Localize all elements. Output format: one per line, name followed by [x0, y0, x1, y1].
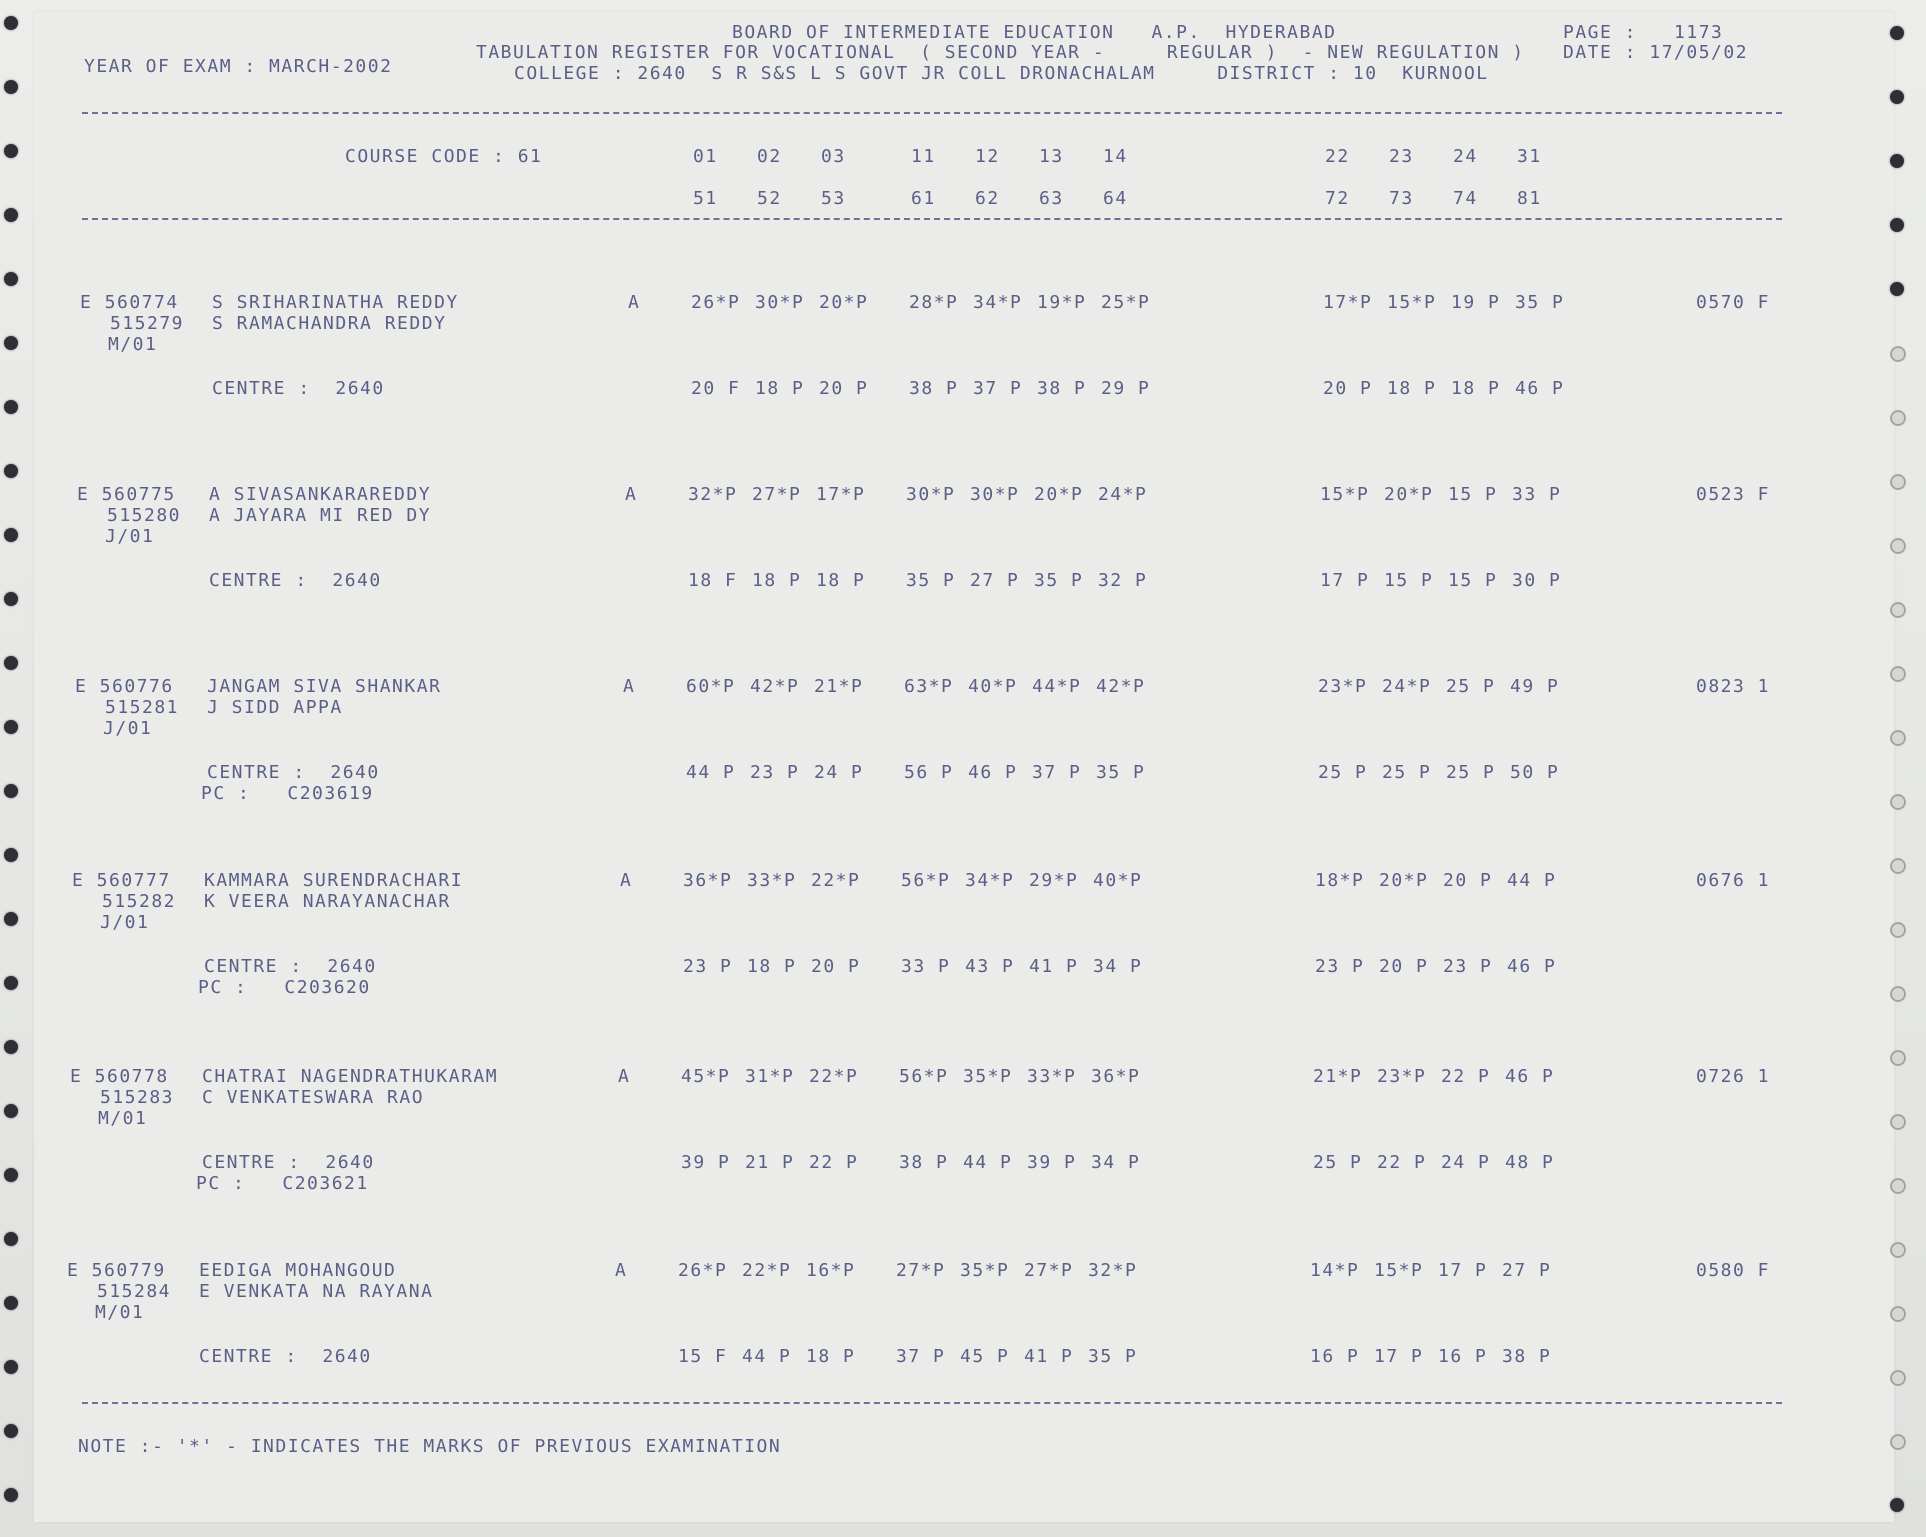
mark-cell: 27 P — [970, 570, 1020, 591]
mark-cell: 56 P — [904, 762, 954, 783]
total-result: 0580 F — [1696, 1260, 1771, 1281]
feed-hole — [4, 80, 18, 94]
group-code: J/01 — [103, 718, 153, 739]
father-name: K VEERA NARAYANACHAR — [204, 891, 451, 912]
group-code: M/01 — [108, 334, 158, 355]
centre-code: CENTRE : 2640 — [209, 570, 382, 591]
subject-code: 63 — [1039, 188, 1064, 209]
feed-hole — [1890, 730, 1906, 746]
mark-cell: 15 P — [1448, 484, 1498, 505]
mark-cell: 24 P — [814, 762, 864, 783]
mark-cell: 23*P — [1377, 1066, 1427, 1087]
subject-code: 73 — [1389, 188, 1414, 209]
feed-hole — [1890, 1498, 1904, 1512]
mark-cell: 56*P — [901, 870, 951, 891]
mark-cell: 18 P — [816, 570, 866, 591]
total-result: 0823 1 — [1696, 676, 1771, 697]
print-date: DATE : 17/05/02 — [1563, 42, 1749, 63]
roll-number: E 560779 — [67, 1260, 166, 1281]
subject-code: 11 — [911, 146, 936, 167]
mark-cell: 24 P — [1441, 1152, 1491, 1173]
feed-hole — [4, 144, 18, 158]
feed-hole — [4, 1168, 18, 1182]
mark-cell: 25 P — [1446, 762, 1496, 783]
mark-cell: 22 P — [1377, 1152, 1427, 1173]
centre-code: CENTRE : 2640 — [199, 1346, 372, 1367]
group-code: M/01 — [95, 1302, 145, 1323]
mark-cell: 17 P — [1438, 1260, 1488, 1281]
feed-hole — [4, 1424, 18, 1438]
mark-cell: 21*P — [1313, 1066, 1363, 1087]
feed-hole — [1890, 602, 1906, 618]
group-code: J/01 — [105, 526, 155, 547]
mark-cell: 20*P — [1384, 484, 1434, 505]
mark-cell: 42*P — [1096, 676, 1146, 697]
mark-cell: 34*P — [973, 292, 1023, 313]
mark-cell: 16 P — [1310, 1346, 1360, 1367]
mark-cell: 44 P — [963, 1152, 1013, 1173]
mark-cell: 23 P — [1315, 956, 1365, 977]
feed-hole — [1890, 1114, 1906, 1130]
mark-cell: 25*P — [1101, 292, 1151, 313]
mark-cell: 24*P — [1382, 676, 1432, 697]
mark-cell: 35 P — [1515, 292, 1565, 313]
register-title: TABULATION REGISTER FOR VOCATIONAL ( SECOND YEAR - REGULAR ) - NEW REGULATION ) — [476, 42, 1525, 63]
mark-cell: 25 P — [1318, 762, 1368, 783]
feed-hole — [1890, 90, 1904, 104]
mark-cell: 34 P — [1091, 1152, 1141, 1173]
mark-cell: 32 P — [1098, 570, 1148, 591]
mark-cell: 40*P — [968, 676, 1018, 697]
student-name: KAMMARA SURENDRACHARI — [204, 870, 464, 891]
mark-cell: 44 P — [742, 1346, 792, 1367]
mark-cell: 22*P — [811, 870, 861, 891]
mark-cell: 18 P — [1451, 378, 1501, 399]
mark-cell: 26*P — [691, 292, 741, 313]
mark-cell: 20*P — [1034, 484, 1084, 505]
mark-cell: 38 P — [899, 1152, 949, 1173]
mark-cell: 35*P — [960, 1260, 1010, 1281]
mark-cell: 21*P — [814, 676, 864, 697]
subject-code: 12 — [975, 146, 1000, 167]
mark-cell: 23 P — [750, 762, 800, 783]
mark-cell: 20 F — [691, 378, 741, 399]
mark-cell: 17*P — [816, 484, 866, 505]
divider — [82, 112, 1782, 114]
feed-hole — [4, 400, 18, 414]
grade: A — [628, 292, 641, 313]
mark-cell: 15 P — [1448, 570, 1498, 591]
subject-code: 74 — [1453, 188, 1478, 209]
mark-cell: 38 P — [1502, 1346, 1552, 1367]
mark-cell: 34 P — [1093, 956, 1143, 977]
feed-hole — [1890, 1050, 1906, 1066]
subject-code: 52 — [757, 188, 782, 209]
mark-cell: 32*P — [1088, 1260, 1138, 1281]
mark-cell: 20 P — [819, 378, 869, 399]
subject-code: 03 — [821, 146, 846, 167]
centre-code: CENTRE : 2640 — [207, 762, 380, 783]
feed-hole — [4, 720, 18, 734]
mark-cell: 19 P — [1451, 292, 1501, 313]
mark-cell: 15 F — [678, 1346, 728, 1367]
mark-cell: 23 P — [683, 956, 733, 977]
mark-cell: 33 P — [901, 956, 951, 977]
mark-cell: 50 P — [1510, 762, 1560, 783]
hall-ticket-number: 515279 — [110, 313, 185, 334]
feed-hole — [1890, 1370, 1906, 1386]
mark-cell: 39 P — [681, 1152, 731, 1173]
mark-cell: 37 P — [973, 378, 1023, 399]
mark-cell: 45*P — [681, 1066, 731, 1087]
year-of-exam: YEAR OF EXAM : MARCH-2002 — [84, 56, 393, 77]
hall-ticket-number: 515281 — [105, 697, 180, 718]
feed-hole — [4, 208, 18, 222]
father-name: E VENKATA NA RAYANA — [199, 1281, 434, 1302]
mark-cell: 33*P — [747, 870, 797, 891]
mark-cell: 19*P — [1037, 292, 1087, 313]
group-code: M/01 — [98, 1108, 148, 1129]
mark-cell: 60*P — [686, 676, 736, 697]
mark-cell: 21 P — [745, 1152, 795, 1173]
feed-hole — [4, 1232, 18, 1246]
feed-hole — [4, 656, 18, 670]
centre-code: CENTRE : 2640 — [202, 1152, 375, 1173]
mark-cell: 22*P — [809, 1066, 859, 1087]
hall-ticket-number: 515283 — [100, 1087, 175, 1108]
roll-number: E 560775 — [77, 484, 176, 505]
mark-cell: 25 P — [1382, 762, 1432, 783]
mark-cell: 22 P — [809, 1152, 859, 1173]
mark-cell: 20*P — [1379, 870, 1429, 891]
mark-cell: 14*P — [1310, 1260, 1360, 1281]
feed-hole — [4, 1104, 18, 1118]
mark-cell: 35 P — [1034, 570, 1084, 591]
roll-number: E 560777 — [72, 870, 171, 891]
mark-cell: 49 P — [1510, 676, 1560, 697]
subject-code: 72 — [1325, 188, 1350, 209]
mark-cell: 20 P — [1443, 870, 1493, 891]
mark-cell: 36*P — [1091, 1066, 1141, 1087]
roll-number: E 560774 — [80, 292, 179, 313]
feed-hole — [4, 16, 18, 30]
mark-cell: 26*P — [678, 1260, 728, 1281]
feed-hole — [1890, 1306, 1906, 1322]
group-code: J/01 — [100, 912, 150, 933]
mark-cell: 32*P — [688, 484, 738, 505]
mark-cell: 29 P — [1101, 378, 1151, 399]
grade: A — [618, 1066, 631, 1087]
subject-code: 02 — [757, 146, 782, 167]
feed-hole — [1890, 410, 1906, 426]
grade: A — [623, 676, 636, 697]
mark-cell: 20 P — [1323, 378, 1373, 399]
mark-cell: 18 P — [747, 956, 797, 977]
mark-cell: 37 P — [896, 1346, 946, 1367]
father-name: J SIDD APPA — [207, 697, 343, 718]
mark-cell: 25 P — [1446, 676, 1496, 697]
footnote: NOTE :- '*' - INDICATES THE MARKS OF PREVIOUS EXAMINATION — [78, 1436, 782, 1457]
mark-cell: 46 P — [968, 762, 1018, 783]
feed-hole — [1890, 26, 1904, 40]
feed-hole — [4, 464, 18, 478]
subject-code: 01 — [693, 146, 718, 167]
board-title: BOARD OF INTERMEDIATE EDUCATION A.P. HYDERABAD — [732, 22, 1337, 43]
feed-hole — [1890, 794, 1906, 810]
feed-hole — [4, 1040, 18, 1054]
hall-ticket-number: 515280 — [107, 505, 182, 526]
feed-hole — [1890, 1178, 1906, 1194]
mark-cell: 18 P — [752, 570, 802, 591]
hall-ticket-number: 515284 — [97, 1281, 172, 1302]
centre-code: CENTRE : 2640 — [204, 956, 377, 977]
mark-cell: 18 F — [688, 570, 738, 591]
mark-cell: 43 P — [965, 956, 1015, 977]
mark-cell: 35 P — [1088, 1346, 1138, 1367]
subject-code: 22 — [1325, 146, 1350, 167]
mark-cell: 24*P — [1098, 484, 1148, 505]
mark-cell: 48 P — [1505, 1152, 1555, 1173]
student-name: CHATRAI NAGENDRATHUKARAM — [202, 1066, 499, 1087]
mark-cell: 15*P — [1374, 1260, 1424, 1281]
father-name: A JAYARA MI RED DY — [209, 505, 432, 526]
mark-cell: 23 P — [1443, 956, 1493, 977]
feed-hole — [4, 592, 18, 606]
total-result: 0523 F — [1696, 484, 1771, 505]
feed-hole — [1890, 922, 1906, 938]
divider — [82, 218, 1782, 220]
subject-code: 24 — [1453, 146, 1478, 167]
mark-cell: 29*P — [1029, 870, 1079, 891]
mark-cell: 44 P — [1507, 870, 1557, 891]
mark-cell: 46 P — [1515, 378, 1565, 399]
mark-cell: 35 P — [906, 570, 956, 591]
feed-hole — [4, 1296, 18, 1310]
subject-code: 31 — [1517, 146, 1542, 167]
mark-cell: 18 P — [755, 378, 805, 399]
mark-cell: 18 P — [1387, 378, 1437, 399]
mark-cell: 28*P — [909, 292, 959, 313]
mark-cell: 30*P — [755, 292, 805, 313]
feed-hole — [1890, 986, 1906, 1002]
subject-code: 23 — [1389, 146, 1414, 167]
mark-cell: 46 P — [1507, 956, 1557, 977]
mark-cell: 38 P — [1037, 378, 1087, 399]
feed-hole — [4, 528, 18, 542]
mark-cell: 22*P — [742, 1260, 792, 1281]
mark-cell: 63*P — [904, 676, 954, 697]
total-result: 0570 F — [1696, 292, 1771, 313]
pc-number: PC : C203620 — [198, 977, 371, 998]
feed-hole — [1890, 1434, 1906, 1450]
mark-cell: 27*P — [1024, 1260, 1074, 1281]
subject-code: 53 — [821, 188, 846, 209]
subject-code: 62 — [975, 188, 1000, 209]
mark-cell: 30 P — [1512, 570, 1562, 591]
divider — [82, 1402, 1782, 1404]
feed-hole — [4, 272, 18, 286]
mark-cell: 31*P — [745, 1066, 795, 1087]
mark-cell: 17*P — [1323, 292, 1373, 313]
mark-cell: 36*P — [683, 870, 733, 891]
feed-hole — [4, 848, 18, 862]
centre-code: CENTRE : 2640 — [212, 378, 385, 399]
mark-cell: 25 P — [1313, 1152, 1363, 1173]
feed-hole — [4, 336, 18, 350]
mark-cell: 35 P — [1096, 762, 1146, 783]
father-name: S RAMACHANDRA REDDY — [212, 313, 447, 334]
roll-number: E 560778 — [70, 1066, 169, 1087]
mark-cell: 15*P — [1387, 292, 1437, 313]
feed-hole — [4, 976, 18, 990]
feed-hole — [1890, 346, 1906, 362]
feed-hole — [1890, 666, 1906, 682]
total-result: 0726 1 — [1696, 1066, 1771, 1087]
feed-hole — [1890, 1242, 1906, 1258]
mark-cell: 35*P — [963, 1066, 1013, 1087]
feed-hole — [1890, 154, 1904, 168]
student-name: S SRIHARINATHA REDDY — [212, 292, 459, 313]
course-code: COURSE CODE : 61 — [345, 146, 543, 167]
mark-cell: 37 P — [1032, 762, 1082, 783]
feed-hole — [1890, 474, 1906, 490]
student-name: EEDIGA MOHANGOUD — [199, 1260, 397, 1281]
pc-number: PC : C203621 — [196, 1173, 369, 1194]
feed-hole — [4, 912, 18, 926]
mark-cell: 42*P — [750, 676, 800, 697]
mark-cell: 15 P — [1384, 570, 1434, 591]
mark-cell: 17 P — [1320, 570, 1370, 591]
mark-cell: 30*P — [906, 484, 956, 505]
hall-ticket-number: 515282 — [102, 891, 177, 912]
page-number: PAGE : 1173 — [1563, 22, 1724, 43]
feed-hole — [4, 1488, 18, 1502]
mark-cell: 23*P — [1318, 676, 1368, 697]
mark-cell: 20 P — [1379, 956, 1429, 977]
mark-cell: 27 P — [1502, 1260, 1552, 1281]
mark-cell: 16*P — [806, 1260, 856, 1281]
mark-cell: 27*P — [896, 1260, 946, 1281]
grade: A — [615, 1260, 628, 1281]
mark-cell: 38 P — [909, 378, 959, 399]
mark-cell: 41 P — [1029, 956, 1079, 977]
college-line: COLLEGE : 2640 S R S&S L S GOVT JR COLL DRONACHALAM DISTRICT : 10 KURNOOL — [514, 63, 1489, 84]
grade: A — [625, 484, 638, 505]
mark-cell: 41 P — [1024, 1346, 1074, 1367]
subject-code: 64 — [1103, 188, 1128, 209]
mark-cell: 33*P — [1027, 1066, 1077, 1087]
grade: A — [620, 870, 633, 891]
subject-code: 51 — [693, 188, 718, 209]
mark-cell: 30*P — [970, 484, 1020, 505]
subject-code: 13 — [1039, 146, 1064, 167]
mark-cell: 44 P — [686, 762, 736, 783]
mark-cell: 27*P — [752, 484, 802, 505]
feed-hole — [1890, 538, 1906, 554]
subject-code: 81 — [1517, 188, 1542, 209]
feed-hole — [1890, 858, 1906, 874]
mark-cell: 45 P — [960, 1346, 1010, 1367]
subject-code: 61 — [911, 188, 936, 209]
feed-hole — [1890, 218, 1904, 232]
mark-cell: 18 P — [806, 1346, 856, 1367]
roll-number: E 560776 — [75, 676, 174, 697]
feed-hole — [4, 1360, 18, 1374]
mark-cell: 22 P — [1441, 1066, 1491, 1087]
mark-cell: 34*P — [965, 870, 1015, 891]
student-name: A SIVASANKARAREDDY — [209, 484, 432, 505]
student-name: JANGAM SIVA SHANKAR — [207, 676, 442, 697]
mark-cell: 33 P — [1512, 484, 1562, 505]
father-name: C VENKATESWARA RAO — [202, 1087, 425, 1108]
mark-cell: 17 P — [1374, 1346, 1424, 1367]
feed-hole — [1890, 282, 1904, 296]
mark-cell: 18*P — [1315, 870, 1365, 891]
mark-cell: 15*P — [1320, 484, 1370, 505]
mark-cell: 16 P — [1438, 1346, 1488, 1367]
mark-cell: 44*P — [1032, 676, 1082, 697]
mark-cell: 39 P — [1027, 1152, 1077, 1173]
feed-hole — [4, 784, 18, 798]
mark-cell: 20*P — [819, 292, 869, 313]
total-result: 0676 1 — [1696, 870, 1771, 891]
mark-cell: 46 P — [1505, 1066, 1555, 1087]
mark-cell: 40*P — [1093, 870, 1143, 891]
subject-code: 14 — [1103, 146, 1128, 167]
mark-cell: 56*P — [899, 1066, 949, 1087]
pc-number: PC : C203619 — [201, 783, 374, 804]
mark-cell: 20 P — [811, 956, 861, 977]
